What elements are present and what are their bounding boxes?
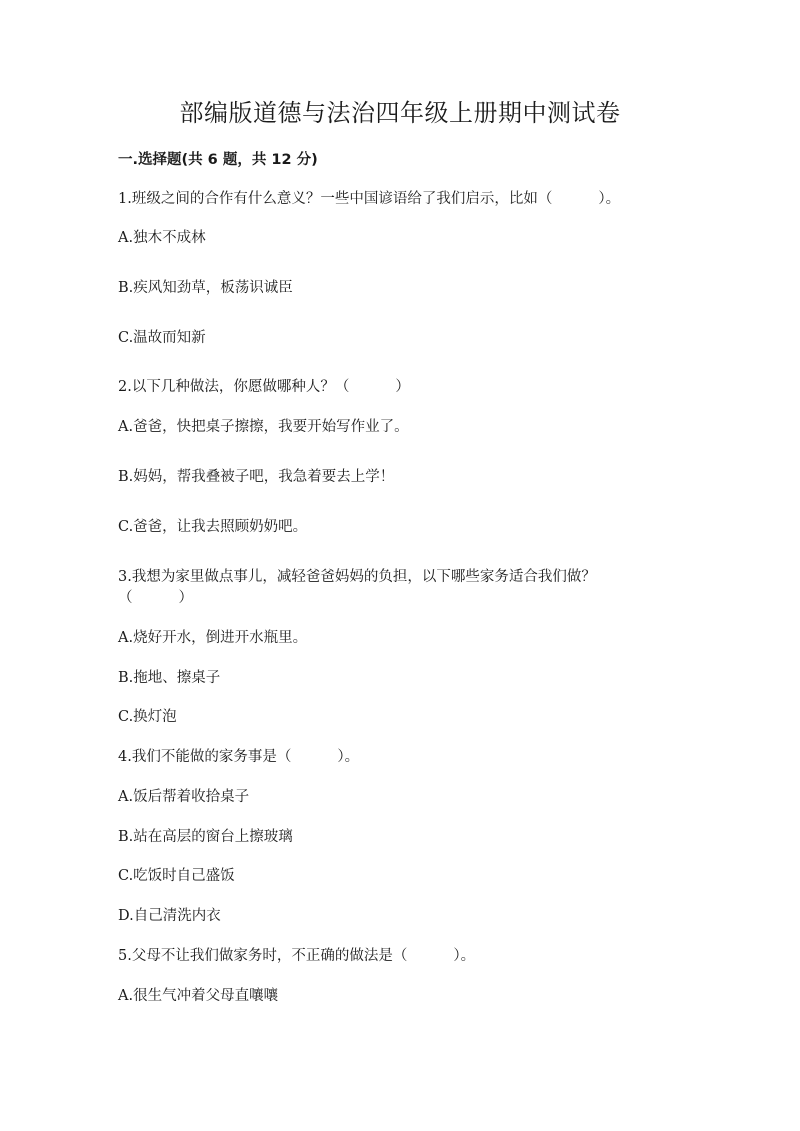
question-4-option-c: C.吃饭时自己盛饭 bbox=[118, 868, 235, 884]
question-5-option-a: A.很生气冲着父母直嚷嚷 bbox=[118, 988, 279, 1004]
section-heading: 一.选择题(共 6 题，共 12 分) bbox=[118, 152, 318, 168]
question-3-paren-close: ） bbox=[178, 590, 193, 606]
question-4-text: 4.我们不能做的家务事是（ bbox=[118, 749, 292, 765]
question-3-paren-open: （ bbox=[118, 590, 133, 606]
question-1-option-b: B.疾风知劲草，板荡识诚臣 bbox=[118, 280, 293, 296]
question-5-text: 5.父母不让我们做家务时，不正确的做法是（ bbox=[118, 948, 408, 964]
question-1-option-a: A.独木不成林 bbox=[118, 230, 206, 246]
question-4-option-a: A.饭后帮着收拾桌子 bbox=[118, 789, 250, 805]
question-1-stem bbox=[118, 188, 620, 210]
page-title: 部编版道德与法治四年级上册期中测试卷 bbox=[179, 99, 621, 127]
question-4-option-d: D.自己清洗内衣 bbox=[118, 908, 221, 924]
question-4-text-end: ）。 bbox=[337, 749, 360, 765]
question-2-text: 2.以下几种做法，你愿做哪种人？（ bbox=[118, 379, 350, 395]
question-3-option-c: C.换灯泡 bbox=[118, 709, 177, 725]
question-2-text-end: ） bbox=[395, 379, 410, 395]
question-2-option-c: C.爸爸，让我去照顾奶奶吧。 bbox=[118, 519, 308, 535]
question-4-stem bbox=[118, 746, 359, 768]
question-4-option-b: B.站在高层的窗台上擦玻璃 bbox=[118, 829, 293, 845]
question-3-option-a: A.烧好开水，倒进开水瓶里。 bbox=[118, 630, 308, 646]
question-3-stem-line2 bbox=[118, 587, 193, 609]
question-3-stem: 3.我想为家里做点事儿，减轻爸爸妈妈的负担，以下哪些家务适合我们做？ bbox=[118, 569, 596, 585]
question-3-option-b: B.拖地、擦桌子 bbox=[118, 670, 221, 686]
question-2-stem bbox=[118, 376, 410, 398]
question-1-option-c: C.温故而知新 bbox=[118, 330, 206, 346]
question-2-option-b: B.妈妈，帮我叠被子吧，我急着要去上学！ bbox=[118, 469, 395, 485]
question-1-text: 1.班级之间的合作有什么意义？一些中国谚语给了我们启示，比如（ bbox=[118, 191, 553, 207]
question-5-text-end: ）。 bbox=[453, 948, 476, 964]
question-1-text-end: ）。 bbox=[598, 191, 621, 207]
question-5-stem bbox=[118, 945, 475, 967]
question-2-option-a: A.爸爸，快把桌子擦擦，我要开始写作业了。 bbox=[118, 419, 409, 435]
